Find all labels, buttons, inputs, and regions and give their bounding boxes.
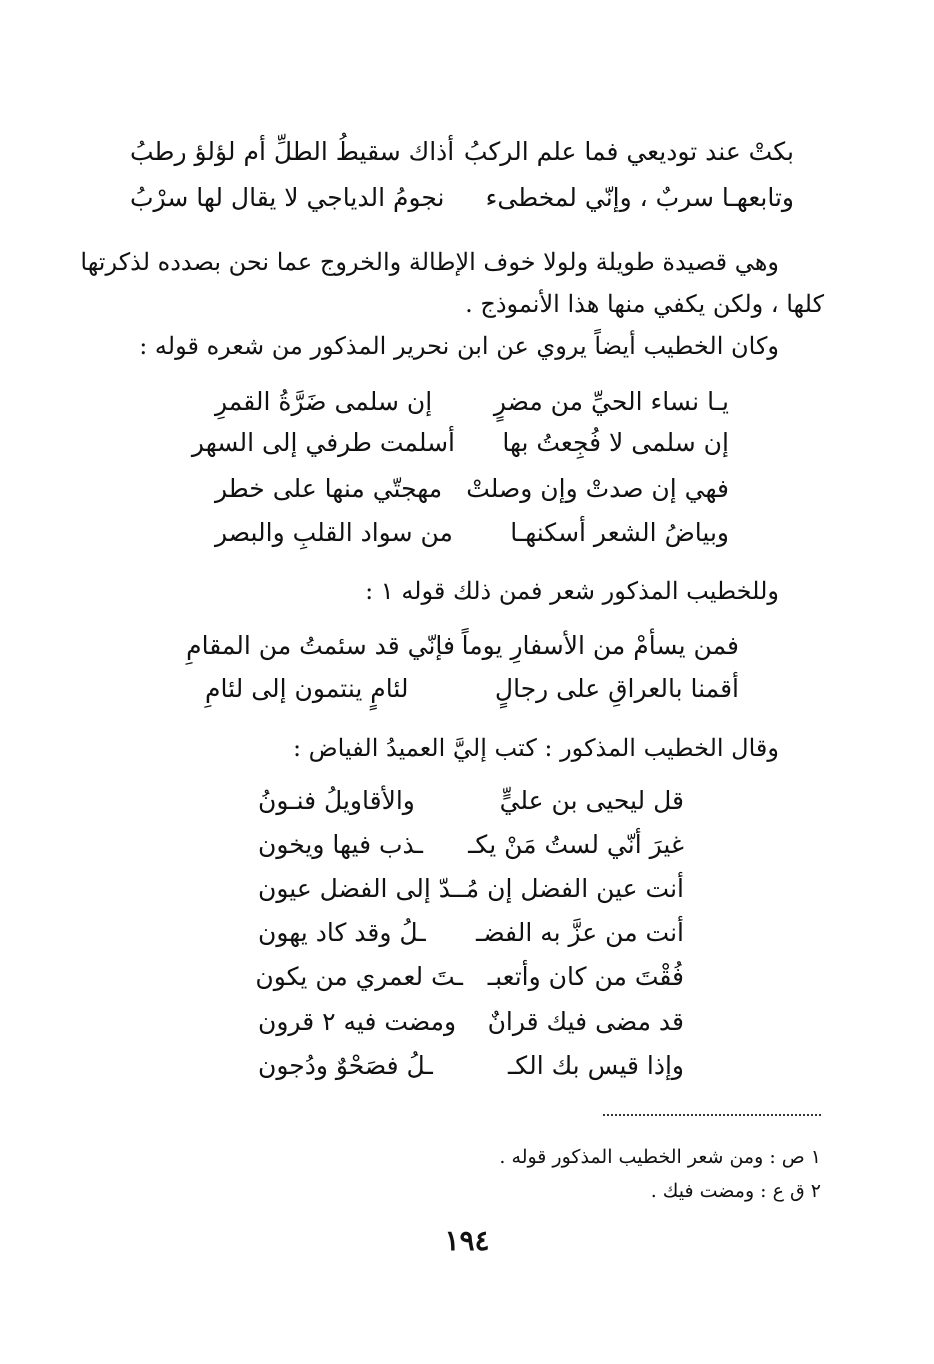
verse-hemistich: قل ليحيى بن عليٍّ bbox=[499, 786, 684, 815]
verse-hemistich: ـلُ وقد كاد يهون bbox=[258, 918, 426, 947]
verse-hemistich: لئامٍ ينتمون إلى لئامِ bbox=[205, 674, 409, 703]
verse-hemistich: من سواد القلبِ والبصر bbox=[215, 518, 453, 547]
verse-hemistich: أسلمت طرفي إلى السهر bbox=[191, 428, 455, 457]
verse-hemistich: أنت عين الفضل إن مُـ bbox=[458, 874, 684, 903]
verse-hemistich: ـدّ إلى الفضل عيون bbox=[258, 874, 460, 903]
verse-hemistich: يـا نساء الحيِّ من مضرٍ bbox=[493, 387, 729, 416]
footnote: ١ ص : ومن شعر الخطيب المذكور قوله . bbox=[499, 1146, 821, 1168]
footnote-separator bbox=[603, 1114, 821, 1116]
prose-line: وهي قصيدة طويلة ولولا خوف الإطالة والخروج عما نحن بصدده لذكرتها bbox=[80, 248, 779, 276]
verse-hemistich: فهي إن صدتْ وإن وصلتْ bbox=[466, 474, 729, 503]
prose-line: وللخطيب المذكور شعر فمن ذلك قوله ١ : bbox=[365, 577, 779, 605]
verse-hemistich: أنت من عزَّ به الفضـ bbox=[476, 918, 684, 947]
verse-hemistich: ـتَ لعمري من يكون bbox=[255, 962, 463, 991]
verse-hemistich: وإذا قيس بك الكـ bbox=[507, 1051, 684, 1080]
verse-hemistich: أقمنا بالعراقِ على رجالٍ bbox=[494, 674, 739, 703]
verse-hemistich: وبياضُ الشعر أسكنهـا bbox=[510, 518, 729, 547]
footnote: ٢ ق ع : ومضت فيك . bbox=[650, 1180, 821, 1202]
page-number: ١٩٤ bbox=[444, 1224, 490, 1257]
prose-line: كلها ، ولكن يكفي منها هذا الأنموذج . bbox=[465, 290, 824, 318]
verse-hemistich: فُقْتَ من كان وأتعبـ bbox=[487, 962, 684, 991]
verse-hemistich: فمن يسأمْ من الأسفارِ يوماً bbox=[461, 631, 739, 660]
verse-hemistich: ـذب فيها ويخون bbox=[258, 830, 423, 859]
verse-hemistich: أذاك سقيطُ الطلِّ أم لؤلؤ رطبُ bbox=[130, 137, 455, 166]
prose-line: وكان الخطيب أيضاً يروي عن ابن نحرير المذكور من شعره قوله : bbox=[139, 332, 779, 360]
verse-hemistich: مهجتّي منها على خطر bbox=[215, 474, 443, 503]
verse-hemistich: وتابعهـا سربٌ ، وإنّي لمخطىء bbox=[485, 183, 794, 212]
verse-hemistich: ـلُ فصَحْوٌ ودُجون bbox=[258, 1051, 433, 1080]
verse-hemistich: والأقاويلُ فنـونُ bbox=[258, 786, 415, 815]
verse-hemistich: نجومُ الدياجي لا يقال لها سرْبُ bbox=[130, 183, 445, 212]
verse-hemistich: فإنّي قد سئمتُ من المقامِ bbox=[186, 631, 455, 660]
verse-hemistich: إن سلمى لا فُجِعتُ بها bbox=[502, 428, 729, 457]
verse-hemistich: إن سلمى ضَرَّةُ القمرِ bbox=[215, 387, 433, 416]
prose-line: وقال الخطيب المذكور : كتب إليَّ العميدُ الفياض : bbox=[292, 734, 779, 762]
verse-hemistich: غيرَ أنّي لستُ مَنْ يكـ bbox=[468, 830, 684, 859]
verse-hemistich: ومضت فيه ٢ قرون bbox=[258, 1007, 457, 1036]
verse-hemistich: بكتْ عند توديعي فما علم الركبُ bbox=[463, 137, 794, 166]
verse-hemistich: قد مضى فيك قرانٌ bbox=[487, 1007, 684, 1036]
